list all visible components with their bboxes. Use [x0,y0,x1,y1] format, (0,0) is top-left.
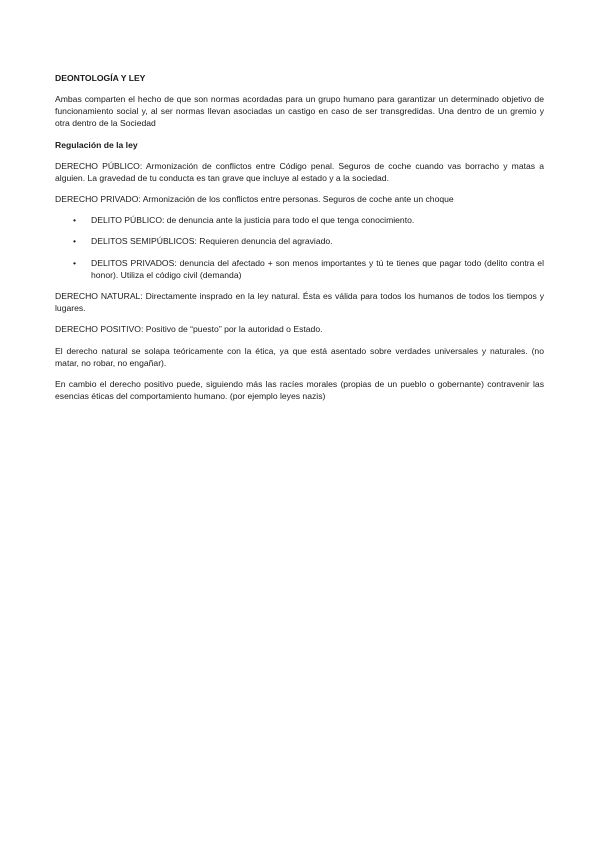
intro-paragraph: Ambas comparten el hecho de que son normas acordadas para un grupo humano para garantizar un determinado objetivo de funcionamiento social y, al ser normas llevan asociadas un castigo en caso de ser transgredidas. Una dentro de un gremio y otra dentro de la Sociedad [55,94,544,129]
list-item [55,257,544,281]
etica-paragraph: El derecho natural se solapa teóricamente con la ética, ya que está asentado sobre verdades universales y naturales. (no matar, no robar, no engañar). [55,345,544,368]
derecho-publico-paragraph: DERECHO PÚBLICO: Armonización de conflictos entre Código penal. Seguros de coche cuando vas borracho y matas a alguien. La gravedad de tu conducta es tan grave que incluye al estado y a la sociedad. [55,160,544,183]
list-item [55,235,544,247]
derecho-privado-paragraph: DERECHO PRIVADO: Armonización de los conflictos entre personas. Seguros de coche ante un choque [55,194,454,205]
bullet-icon: • [73,215,77,226]
cambio-paragraph: En cambio el derecho positivo puede, siguiendo más las racíes morales (propias de un pueblo o gobernante) contravenir las esencias éticas del comportamiento humano. (por ejemplo leyes nazis) [55,379,544,402]
bullet-icon: • [73,257,77,268]
document-title: DEONTOLOGÍA Y LEY [55,73,146,83]
section-subtitle: Regulación de la ley [55,139,138,150]
derecho-natural-paragraph: DERECHO NATURAL: Directamente insprado en la ley natural. Ésta es válida para todos los humanos de todos los tiempos y lugares. [55,291,544,314]
list-item-text: DELITO PÚBLICO: de denuncia ante la justicia para todo el que tenga conocimiento. [91,215,415,226]
list-item-text: DELITOS SEMIPÚBLICOS: Requieren denuncia del agraviado. [91,236,333,247]
derecho-positivo-paragraph: DERECHO POSITIVO: Positivo de “puesto” por la autoridad o Estado. [55,324,323,335]
delitos-list [55,214,544,281]
bullet-icon: • [73,236,77,247]
list-item-text: DELITOS PRIVADOS: denuncia del afectado + son menos importantes y tú te tienes que pagar todo (delito contra el honor). Utiliza el código civil (demanda) [91,257,544,280]
list-item [55,214,544,226]
